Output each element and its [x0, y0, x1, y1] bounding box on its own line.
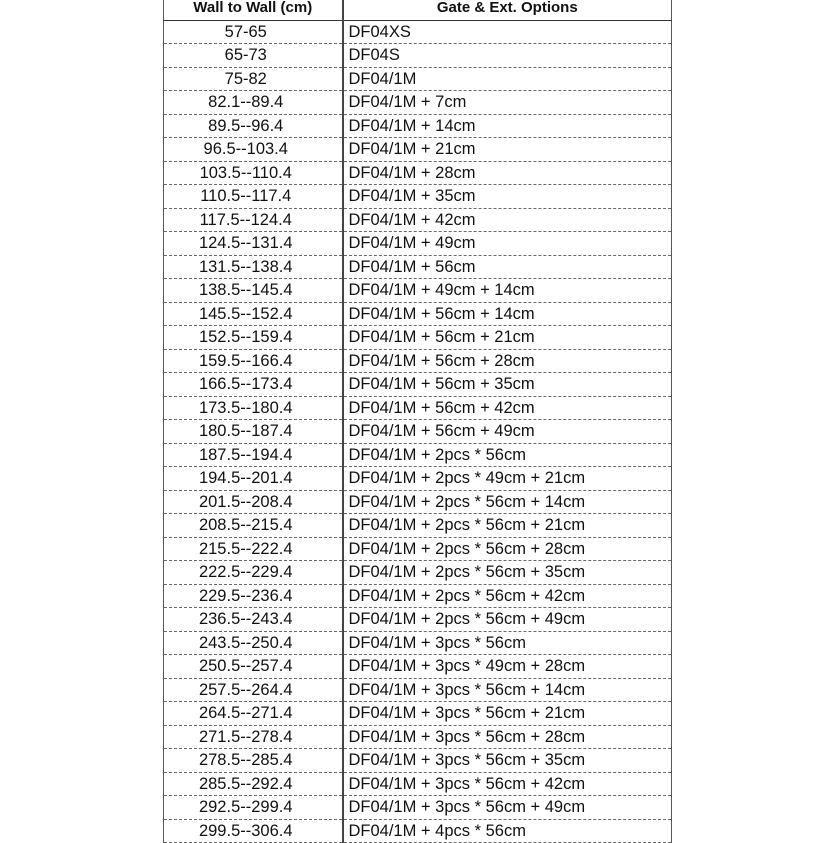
table-row [164, 138, 672, 162]
header-gate-options: Gate & Ext. Options [343, 0, 672, 20]
wall-range-cell: 257.5--264.4 [164, 678, 343, 702]
table-row [164, 114, 672, 138]
gate-option-cell: DF04/1M + 3pcs * 56cm + 35cm [343, 749, 672, 773]
gate-option-cell: DF04/1M + 2pcs * 56cm + 42cm [343, 584, 672, 608]
gate-option-cell: DF04/1M + 4pcs * 56cm [343, 819, 672, 843]
gate-option-cell: DF04/1M + 56cm + 28cm [343, 349, 672, 373]
table-row [164, 796, 672, 820]
size-chart-table [163, 0, 672, 843]
gate-option-cell: DF04/1M + 7cm [343, 91, 672, 115]
table-row [164, 749, 672, 773]
gate-option-cell: DF04/1M + 3pcs * 56cm [343, 631, 672, 655]
gate-option-cell: DF04XS [343, 20, 672, 44]
wall-range-cell: 222.5--229.4 [164, 561, 343, 585]
table-row [164, 420, 672, 444]
gate-option-cell: DF04/1M + 3pcs * 56cm + 14cm [343, 678, 672, 702]
gate-option-cell: DF04/1M + 49cm + 14cm [343, 279, 672, 303]
gate-option-cell: DF04/1M + 28cm [343, 161, 672, 185]
table-row [164, 208, 672, 232]
gate-option-cell: DF04/1M + 56cm + 35cm [343, 373, 672, 397]
gate-option-cell: DF04/1M + 2pcs * 56cm + 28cm [343, 537, 672, 561]
wall-range-cell: 131.5--138.4 [164, 255, 343, 279]
wall-range-cell: 243.5--250.4 [164, 631, 343, 655]
wall-range-cell: 166.5--173.4 [164, 373, 343, 397]
gate-option-cell: DF04/1M + 56cm + 49cm [343, 420, 672, 444]
wall-range-cell: 264.5--271.4 [164, 702, 343, 726]
gate-option-cell: DF04/1M + 42cm [343, 208, 672, 232]
wall-range-cell: 271.5--278.4 [164, 725, 343, 749]
table-row [164, 702, 672, 726]
gate-option-cell: DF04/1M + 56cm [343, 255, 672, 279]
gate-option-cell: DF04/1M + 35cm [343, 185, 672, 209]
wall-range-cell: 236.5--243.4 [164, 608, 343, 632]
table-row [164, 326, 672, 350]
wall-range-cell: 250.5--257.4 [164, 655, 343, 679]
table-row [164, 396, 672, 420]
wall-range-cell: 75-82 [164, 67, 343, 91]
table-row [164, 91, 672, 115]
table-row [164, 608, 672, 632]
wall-range-cell: 124.5--131.4 [164, 232, 343, 256]
wall-range-cell: 201.5--208.4 [164, 490, 343, 514]
table-row [164, 232, 672, 256]
wall-range-cell: 292.5--299.4 [164, 796, 343, 820]
wall-range-cell: 208.5--215.4 [164, 514, 343, 538]
gate-option-cell: DF04/1M + 3pcs * 56cm + 28cm [343, 725, 672, 749]
wall-range-cell: 96.5--103.4 [164, 138, 343, 162]
gate-option-cell: DF04/1M + 2pcs * 56cm + 21cm [343, 514, 672, 538]
gate-option-cell: DF04/1M + 2pcs * 56cm + 49cm [343, 608, 672, 632]
header-wall-to-wall: Wall to Wall (cm) [164, 0, 343, 20]
wall-range-cell: 103.5--110.4 [164, 161, 343, 185]
gate-option-cell: DF04/1M + 56cm + 42cm [343, 396, 672, 420]
table-row [164, 279, 672, 303]
wall-range-cell: 187.5--194.4 [164, 443, 343, 467]
table-row [164, 772, 672, 796]
wall-range-cell: 173.5--180.4 [164, 396, 343, 420]
table-row [164, 514, 672, 538]
header-row [164, 0, 672, 20]
wall-range-cell: 82.1--89.4 [164, 91, 343, 115]
table-row [164, 302, 672, 326]
table-row [164, 725, 672, 749]
table-row [164, 373, 672, 397]
table-row [164, 490, 672, 514]
wall-range-cell: 159.5--166.4 [164, 349, 343, 373]
gate-option-cell: DF04/1M + 2pcs * 56cm + 14cm [343, 490, 672, 514]
wall-range-cell: 285.5--292.4 [164, 772, 343, 796]
table-row [164, 185, 672, 209]
table-row [164, 561, 672, 585]
gate-option-cell: DF04/1M + 2pcs * 56cm + 35cm [343, 561, 672, 585]
gate-option-cell: DF04/1M + 3pcs * 49cm + 28cm [343, 655, 672, 679]
wall-range-cell: 57-65 [164, 20, 343, 44]
gate-option-cell: DF04/1M + 3pcs * 56cm + 42cm [343, 772, 672, 796]
wall-range-cell: 229.5--236.4 [164, 584, 343, 608]
table-row [164, 467, 672, 491]
table-row [164, 161, 672, 185]
table-row [164, 20, 672, 44]
table-row [164, 537, 672, 561]
wall-range-cell: 152.5--159.4 [164, 326, 343, 350]
gate-option-cell: DF04/1M + 56cm + 21cm [343, 326, 672, 350]
table-body [164, 20, 672, 843]
wall-range-cell: 299.5--306.4 [164, 819, 343, 843]
wall-range-cell: 89.5--96.4 [164, 114, 343, 138]
gate-option-cell: DF04/1M + 21cm [343, 138, 672, 162]
table-row [164, 655, 672, 679]
gate-option-cell: DF04S [343, 44, 672, 68]
table-row [164, 631, 672, 655]
wall-range-cell: 145.5--152.4 [164, 302, 343, 326]
gate-option-cell: DF04/1M + 2pcs * 49cm + 21cm [343, 467, 672, 491]
wall-range-cell: 65-73 [164, 44, 343, 68]
table-row [164, 443, 672, 467]
wall-range-cell: 215.5--222.4 [164, 537, 343, 561]
table-row [164, 678, 672, 702]
gate-option-cell: DF04/1M [343, 67, 672, 91]
gate-option-cell: DF04/1M + 3pcs * 56cm + 49cm [343, 796, 672, 820]
table-row [164, 67, 672, 91]
wall-range-cell: 194.5--201.4 [164, 467, 343, 491]
table-row [164, 44, 672, 68]
gate-option-cell: DF04/1M + 3pcs * 56cm + 21cm [343, 702, 672, 726]
gate-option-cell: DF04/1M + 2pcs * 56cm [343, 443, 672, 467]
table-row [164, 349, 672, 373]
gate-option-cell: DF04/1M + 56cm + 14cm [343, 302, 672, 326]
wall-range-cell: 278.5--285.4 [164, 749, 343, 773]
gate-option-cell: DF04/1M + 14cm [343, 114, 672, 138]
wall-range-cell: 180.5--187.4 [164, 420, 343, 444]
table-row [164, 255, 672, 279]
wall-range-cell: 117.5--124.4 [164, 208, 343, 232]
gate-option-cell: DF04/1M + 49cm [343, 232, 672, 256]
wall-range-cell: 110.5--117.4 [164, 185, 343, 209]
wall-range-cell: 138.5--145.4 [164, 279, 343, 303]
table-row [164, 819, 672, 843]
table-row [164, 584, 672, 608]
